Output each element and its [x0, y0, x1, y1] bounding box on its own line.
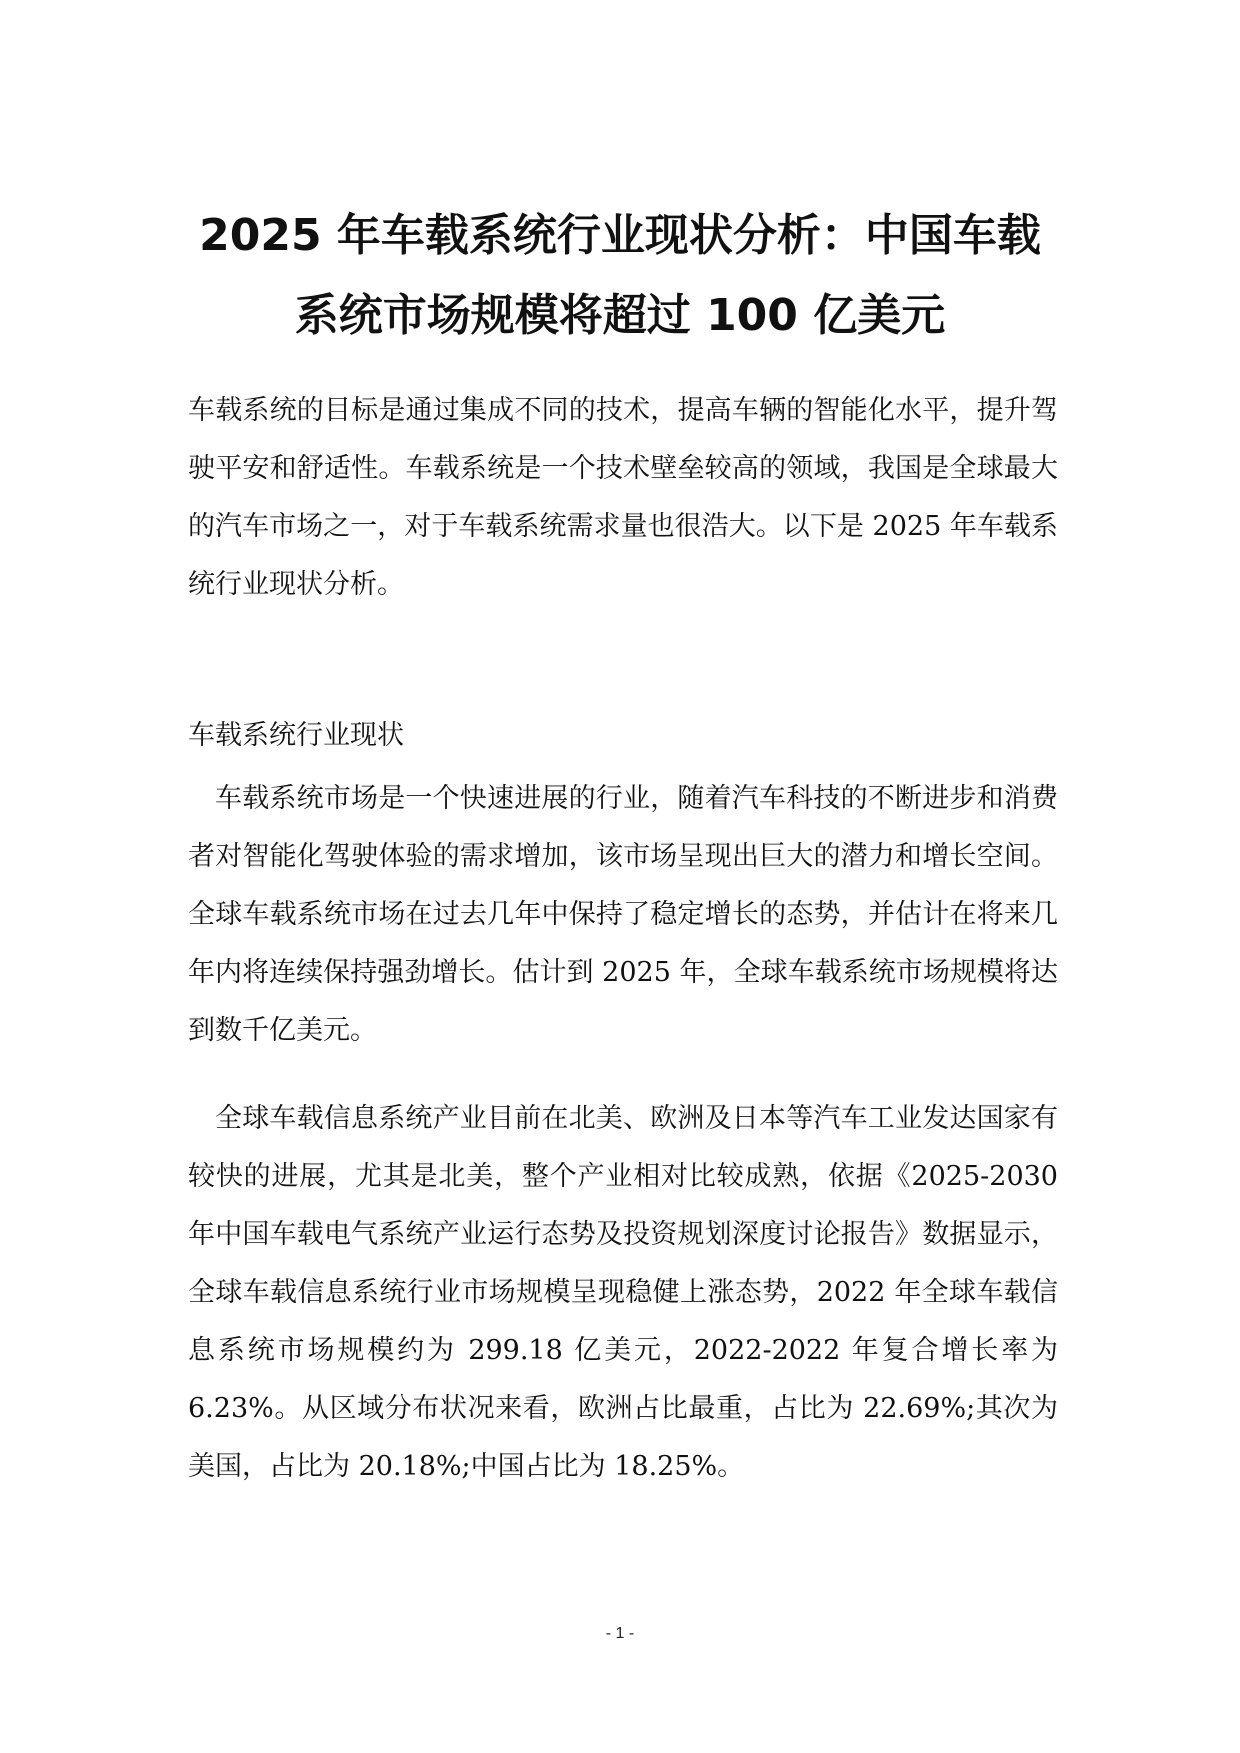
section-heading: 车载系统行业现状 [188, 720, 404, 751]
market-overview-paragraph: 车载系统市场是一个快速进展的行业，随着汽车科技的不断进步和消费者对智能化驾驶体验的需求增加，该市场呈现出巨大的潜力和增长空间。全球车载系统市场在过去几年中保持了稳定增长的态势，并估计在将来几年内将连续保持强劲增长。估计到 2025 年，全球车载系统市场规模将达到数千亿美元。 [188, 783, 1058, 1046]
title-line-2: 系统市场规模将超过 100 亿美元 [294, 290, 946, 341]
intro-paragraph: 车载系统的目标是通过集成不同的技术，提高车辆的智能化水平，提升驾驶平安和舒适性。车载系统是一个技术壁垒较高的领域，我国是全球最大的汽车市场之一，对于车载系统需求量也很浩大。以下是 2025 年车载系统行业现状分析。 [188, 395, 1058, 600]
title-line-1: 2025 年车载系统行业现状分析：中国车载 [199, 210, 1041, 261]
regional-data-paragraph: 全球车载信息系统产业目前在北美、欧洲及日本等汽车工业发达国家有较快的进展，尤其是北美，整个产业相对比较成熟，依据《2025-2030 年中国车载电气系统产业运行态势及投资规划深度讨论报告》数据显示，全球车载信息系统行业市场规模呈现稳健上涨态势，2022 年全球车载信息系统市场规模约为 299.18 亿美元，2022-2022 年复合增长率为 6.23%。从区域分布状况来看，欧洲占比最重，占比为 22.69%;其次为美国，占比为 20.18%;中国占比为 18.25%。 [188, 1103, 1058, 1482]
page-number: - 1 - [605, 1625, 635, 1642]
document-title [150, 196, 1090, 356]
